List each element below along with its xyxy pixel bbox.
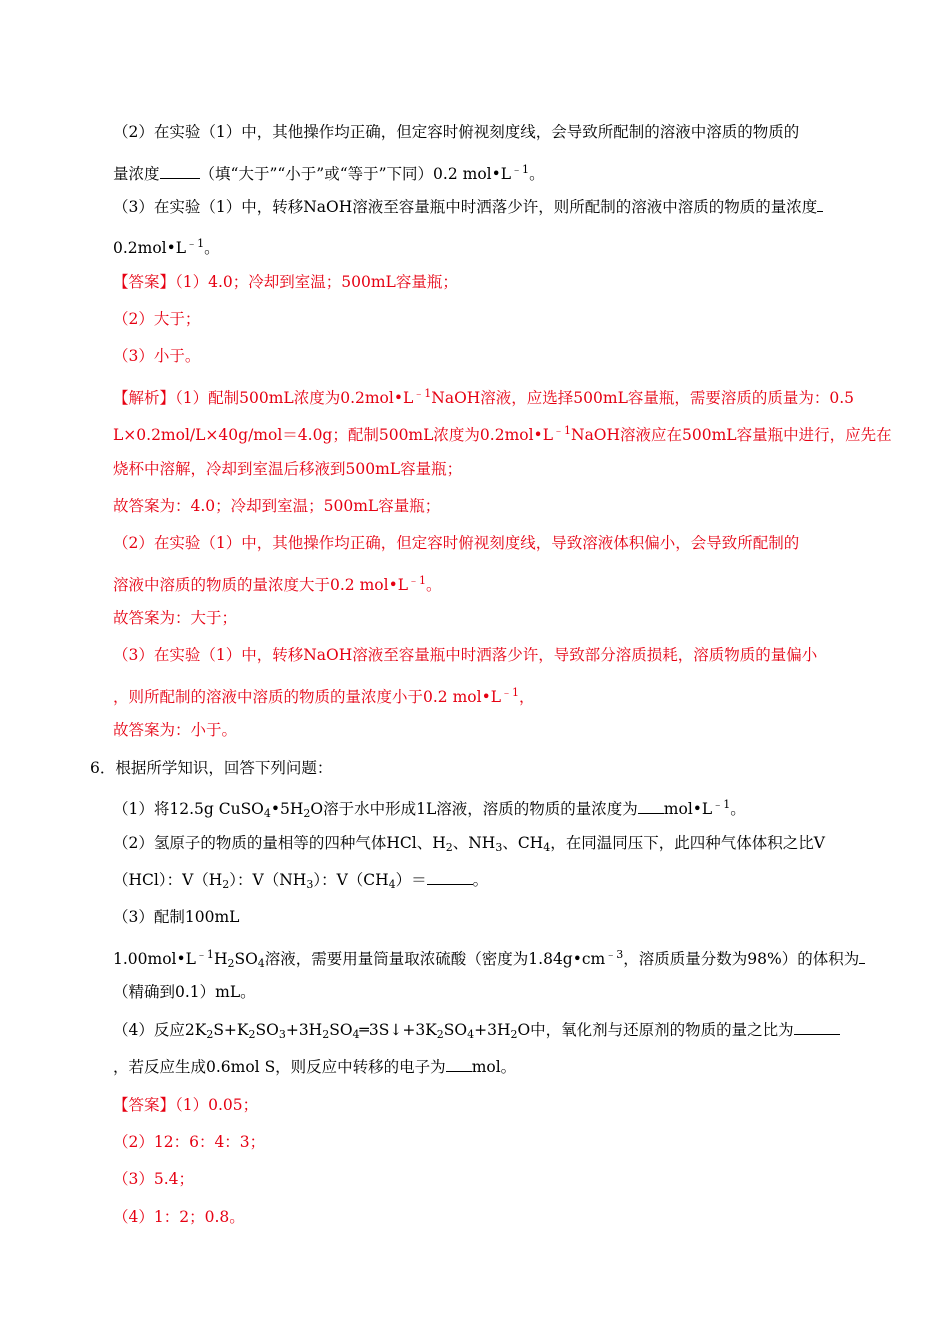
subscript: 3 <box>306 878 314 891</box>
q5-explanation-line8 <box>113 644 817 666</box>
q6-text: 1.00mol•L <box>113 950 196 968</box>
q6-text: ）＝ <box>395 871 427 889</box>
q6-text: O溶于水中形成1L溶液，溶质的物质的量浓度为 <box>310 800 638 818</box>
subscript: 4 <box>263 807 271 820</box>
q6-answer-line4 <box>113 1206 245 1228</box>
q5-answer-line2 <box>113 308 200 330</box>
explanation-text: （1）配制500mL浓度为0.2mol•L <box>175 389 414 407</box>
explanation-label: 【解析】 <box>113 389 176 407</box>
q5-part2-line2 <box>113 159 545 185</box>
q6-part2-line1 <box>113 832 825 859</box>
q6-text: SO <box>234 950 258 968</box>
explanation-text: 溶液中溶质的物质的量浓度大于0.2 mol•L <box>113 576 409 594</box>
q6-part4-line1 <box>113 1019 840 1046</box>
explanation-text: ， <box>519 688 535 706</box>
q6-part4-line2 <box>113 1056 516 1078</box>
q6-text: 溶液，需要用量筒量取浓硫酸（密度为1.84g•cm <box>264 950 606 968</box>
q5-explanation-line1 <box>113 383 854 409</box>
q6-text: 、CH <box>502 834 544 852</box>
explanation-text: ，则所配制的溶液中溶质的物质的量浓度小于0.2 mol•L <box>113 688 502 706</box>
superscript: ﹣3 <box>605 948 624 961</box>
q6-text: mol•L <box>663 800 713 818</box>
q5-explanation-line5 <box>113 532 799 554</box>
explanation-text: 烧杯中溶解，冷却到室温后移液到500mL容量瓶； <box>113 460 463 478</box>
explanation-text: 故答案为：小于。 <box>113 721 238 739</box>
explanation-text: （2）在实验（1）中，其他操作均正确，但定容时俯视刻度线，导致溶液体积偏小，会导致所配制的 <box>113 534 800 552</box>
subscript: 2 <box>248 1028 256 1041</box>
subscript: 4 <box>543 841 551 854</box>
explanation-text: （3）在实验（1）中，转移NaOH溶液至容量瓶中时洒落少许，导致部分溶质损耗，溶质物质的量偏小 <box>113 646 818 664</box>
answer-item: （1）0.05； <box>175 1096 259 1114</box>
answer-label: 【答案】 <box>113 1096 176 1114</box>
superscript: ﹣1 <box>186 237 205 250</box>
superscript: ﹣1 <box>511 163 530 176</box>
q6-text: mol。 <box>471 1058 517 1076</box>
q6-text: SO <box>255 1021 279 1039</box>
q5-part3-line1 <box>113 196 823 218</box>
subscript: 2 <box>303 807 311 820</box>
q6-text: ，若反应生成0.6mol S，则反应中转移的电子为 <box>113 1058 446 1076</box>
q6-text: （2）氢原子的物质的量相等的四种气体HCl、H <box>113 834 446 852</box>
subscript: 3 <box>495 841 503 854</box>
answer-blank[interactable] <box>859 949 865 964</box>
explanation-text: 故答案为：大于； <box>113 609 238 627</box>
superscript: ﹣1 <box>408 574 427 587</box>
q5-explanation-line2 <box>113 420 892 446</box>
answer-item: （2）12：6：4：3； <box>113 1133 266 1151</box>
q5-part2-text-d: 。 <box>529 165 545 183</box>
subscript: 3 <box>278 1028 286 1041</box>
q6-text: SO <box>329 1021 353 1039</box>
answer-label: 【答案】 <box>113 273 176 291</box>
q6-text: （精确到0.1）mL。 <box>113 983 256 1001</box>
q5-part2-text-a: 量浓度 <box>113 165 160 183</box>
explanation-text: 故答案为：4.0；冷却到室温；500mL容量瓶； <box>113 497 441 515</box>
answer-blank[interactable] <box>427 870 473 885</box>
answer-blank[interactable] <box>817 197 823 212</box>
q6-text: O中，氧化剂与还原剂的物质的量之比为 <box>517 1021 794 1039</box>
subscript: 2 <box>436 1028 444 1041</box>
q6-text: 。 <box>472 871 489 889</box>
q6-text: 、NH <box>452 834 496 852</box>
q6-text: ，在同温同压下，此四种气体体积之比V <box>550 834 825 852</box>
q6-text: +3H <box>474 1021 511 1039</box>
q5-answer-line3 <box>113 345 200 367</box>
superscript: ﹣1 <box>553 424 571 437</box>
subscript: 2 <box>206 1028 214 1041</box>
question-title: 6．根据所学知识，回答下列问题： <box>90 759 333 777</box>
q6-part3-line1 <box>113 906 239 928</box>
q5-explanation-line9 <box>113 682 535 708</box>
answer-blank[interactable] <box>794 1020 840 1035</box>
answer-item: （3）5.4； <box>113 1170 195 1188</box>
subscript: 2 <box>510 1028 518 1041</box>
superscript: ﹣1 <box>501 686 520 699</box>
subscript: 4 <box>352 1028 360 1041</box>
q5-explanation-line7 <box>113 607 237 629</box>
subscript: 4 <box>257 957 265 970</box>
superscript: ﹣1 <box>712 798 731 811</box>
q5-explanation-line6 <box>113 570 442 596</box>
q5-explanation-line4 <box>113 495 440 517</box>
answer-item: （4）1：2；0.8。 <box>113 1208 245 1226</box>
q6-text: ，溶质质量分数为98%）的体积为 <box>623 950 860 968</box>
q6-text: ）：V（NH <box>229 871 307 889</box>
answer-item: （2）大于； <box>113 310 201 328</box>
q6-text: （3）配制100mL <box>113 908 240 926</box>
subscript: 2 <box>445 841 453 854</box>
q6-text: （4）反应2K <box>113 1021 207 1039</box>
subscript: 4 <box>467 1028 475 1041</box>
q5-part3-text-a: 0.2mol•L <box>113 239 187 257</box>
explanation-text: L×0.2mol/L×40g/mol＝4.0g；配制500mL浓度为0.2mol•L <box>113 426 553 444</box>
subscript: 2 <box>222 878 230 891</box>
q6-part3-line2 <box>113 944 865 975</box>
answer-blank[interactable] <box>638 799 664 814</box>
explanation-text: 。 <box>426 576 442 594</box>
subscript: 2 <box>322 1028 330 1041</box>
explanation-text: NaOH溶液，应选择500mL容量瓶，需要溶质的质量为：0.5 <box>431 389 855 407</box>
q5-part2-line1 <box>113 121 799 143</box>
q6-text: +3H <box>285 1021 323 1039</box>
q5-part3-line2 <box>113 233 220 259</box>
explanation-text: NaOH溶液应在500mL容量瓶中进行，应先在 <box>571 426 892 444</box>
q5-answer-line1 <box>113 271 458 293</box>
q6-part3-line3 <box>113 981 256 1003</box>
q6-text: 。 <box>730 800 746 818</box>
q5-part2-text: （2）在实验（1）中，其他操作均正确，但定容时俯视刻度线，会导致所配制的溶液中溶质的物质的 <box>113 123 800 141</box>
subscript: 4 <box>388 878 396 891</box>
q6-text: ）：V（CH <box>313 871 389 889</box>
answer-blank[interactable] <box>446 1057 472 1072</box>
q5-explanation-line3 <box>113 458 462 480</box>
answer-item: （1）4.0；冷却到室温；500mL容量瓶； <box>175 273 458 291</box>
answer-item: （3）小于。 <box>113 347 201 365</box>
q6-text: H <box>213 950 228 968</box>
q6-text: •5H <box>270 800 304 818</box>
subscript: 2 <box>227 957 235 970</box>
q6-text: SO <box>443 1021 468 1039</box>
q6-answer-line2 <box>113 1131 265 1153</box>
q5-part3-text-c: 。 <box>204 239 220 257</box>
q6-text: ═3S↓+3K <box>359 1021 437 1039</box>
q6-part2-line2 <box>113 869 488 896</box>
superscript: ﹣1 <box>413 387 432 400</box>
q6-text: （1）将12.5g CuSO <box>113 800 264 818</box>
q6-part1 <box>113 794 746 825</box>
q6-answer-line3 <box>113 1168 194 1190</box>
q5-part3-text: （3）在实验（1）中，转移NaOH溶液至容量瓶中时洒落少许，则所配制的溶液中溶质的物质的量浓度 <box>113 198 818 216</box>
superscript: ﹣1 <box>195 948 214 961</box>
q6-answer-line1 <box>113 1094 258 1116</box>
q6-title <box>90 757 332 779</box>
q6-text: S+K <box>213 1021 249 1039</box>
q5-part2-text-b: （填“大于”“小于”或“等于”下同）0.2 mol•L <box>199 165 512 183</box>
answer-blank[interactable] <box>160 164 200 179</box>
q6-text: （HCl）：V（H <box>113 871 223 889</box>
q5-explanation-line10 <box>113 719 237 741</box>
